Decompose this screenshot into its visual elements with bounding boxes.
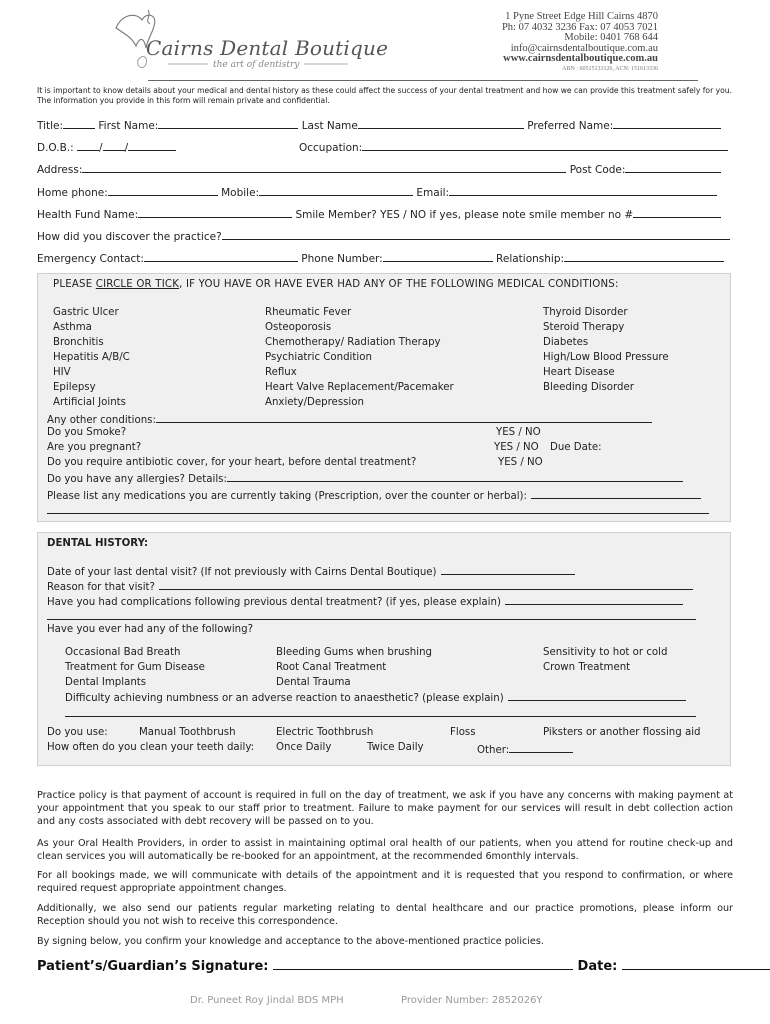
- practice-name: Cairns Dental Boutique: [146, 36, 389, 60]
- condition-item[interactable]: Chemotherapy/ Radiation Therapy: [265, 337, 441, 348]
- condition-item[interactable]: Reflux: [265, 367, 297, 378]
- smile-member-number-field[interactable]: [633, 207, 721, 218]
- title-field[interactable]: [63, 118, 95, 129]
- policy-rebooking: As your Oral Health Providers, in order to assist in maintaining optimal oral health of our patients, when you attend for routine check-up and clean services you will automatically be re-booked for an appointment, at the recommended 6monthly intervals.: [37, 838, 733, 862]
- occupation-label: Occupation:: [299, 142, 363, 154]
- clean-other-row: [477, 742, 573, 756]
- condition-item[interactable]: Osteoporosis: [265, 322, 332, 333]
- use-option-manual[interactable]: Manual Toothbrush: [139, 727, 236, 738]
- dental-item[interactable]: Root Canal Treatment: [276, 662, 387, 673]
- mobile-label: Mobile:: [221, 187, 260, 199]
- other-conditions-field[interactable]: [156, 412, 652, 423]
- smile-member-label: Smile Member?: [295, 209, 377, 221]
- condition-item[interactable]: Bleeding Disorder: [543, 382, 634, 393]
- practice-address: 1 Pyne Street Edge Hill Cairns 4870: [505, 11, 658, 22]
- footer-provider-number: Provider Number: 2852026Y: [401, 995, 543, 1006]
- allergies-field[interactable]: [227, 471, 683, 482]
- occupation-row: [299, 140, 728, 154]
- clean-other-field[interactable]: [509, 742, 573, 753]
- condition-item[interactable]: Thyroid Disorder: [543, 307, 628, 318]
- first-name-label: First Name:: [98, 120, 159, 132]
- title-label: Title:: [37, 120, 64, 132]
- medications-row-2: [47, 503, 709, 517]
- complications-field-2[interactable]: [47, 609, 696, 620]
- last-name-field[interactable]: [358, 118, 524, 129]
- condition-item[interactable]: Epilepsy: [53, 382, 96, 393]
- other-conditions-label: Any other conditions:: [47, 415, 156, 426]
- use-option-piksters[interactable]: Piksters or another flossing aid: [543, 727, 701, 738]
- dental-item[interactable]: Crown Treatment: [543, 662, 631, 673]
- address-field[interactable]: [82, 162, 566, 173]
- numbness-row-2: [65, 706, 696, 720]
- emergency-contact-field[interactable]: [144, 251, 298, 262]
- intro-line-2: The information you provide in this form will remain private and confidential.: [37, 96, 330, 105]
- discover-label: How did you discover the practice?: [37, 231, 222, 243]
- medications-label: Please list any medications you are currently taking (Prescription, over the counter or herbal):: [47, 491, 527, 502]
- due-date-label: Due Date:: [550, 442, 602, 453]
- medical-heading-prefix: PLEASE: [53, 279, 96, 290]
- relationship-label: Relationship:: [496, 253, 565, 265]
- practice-abn: ABN : 60515133126, ACN: 151613336: [562, 65, 658, 72]
- post-code-field[interactable]: [625, 162, 721, 173]
- occupation-field[interactable]: [362, 140, 728, 151]
- clean-option-twice[interactable]: Twice Daily: [367, 742, 424, 753]
- email-field[interactable]: [449, 185, 717, 196]
- antibiotic-yes-no[interactable]: YES / NO: [498, 457, 543, 468]
- dental-item[interactable]: Dental Implants: [65, 677, 147, 688]
- emergency-phone-field[interactable]: [383, 251, 493, 262]
- antibiotic-label: Do you require antibiotic cover, for your heart, before dental treatment?: [47, 457, 417, 468]
- clean-option-once[interactable]: Once Daily: [276, 742, 332, 753]
- smile-member-yes-no[interactable]: YES / NO: [380, 209, 427, 221]
- home-phone-label: Home phone:: [37, 187, 108, 199]
- date-field[interactable]: [622, 957, 770, 970]
- allergies-label: Do you have any allergies? Details:: [47, 474, 227, 485]
- numbness-row: [65, 690, 686, 704]
- complications-label: Have you had complications following previous dental treatment? (if yes, please explain): [47, 597, 501, 608]
- dental-item[interactable]: Sensitivity to hot or cold: [543, 647, 668, 658]
- pregnant-yes-no[interactable]: YES / NO: [494, 442, 539, 453]
- reason-field[interactable]: [159, 579, 693, 590]
- smoke-yes-no[interactable]: YES / NO: [496, 427, 541, 438]
- medical-col-3: [543, 305, 669, 395]
- address-label: Address:: [37, 164, 83, 176]
- condition-item[interactable]: Heart Valve Replacement/Pacemaker: [265, 382, 454, 393]
- reason-label: Reason for that visit?: [47, 582, 155, 593]
- discover-row: [37, 229, 730, 243]
- policy-marketing: Additionally, we also send our patients regular marketing relating to dental healthcare and our practice promotions, please inform our Reception should you not wish to receive this correspondence.: [37, 903, 733, 927]
- dob-year-field[interactable]: [128, 140, 176, 151]
- dental-col-3: [543, 645, 667, 675]
- contact-block: [502, 12, 658, 74]
- practice-mobile: Mobile: 0401 768 644: [564, 32, 658, 43]
- numbness-field-2[interactable]: [65, 706, 696, 717]
- phone-row: [37, 185, 717, 199]
- dob-month-field[interactable]: [103, 140, 125, 151]
- practice-tagline: the art of dentistry: [213, 60, 300, 70]
- emergency-row: [37, 251, 724, 265]
- policy-payment: Practice policy is that payment of account is required in full on the day of treatment, we ask if you have any concerns with making payment at your appointment that you speak to our staff prior to treatment. Failure to make payment for our services will result in debt collection action and any costs associated with debt recovery will be passed on to you.: [37, 790, 733, 827]
- policy-acceptance: By signing below, you confirm your knowledge and acceptance to the above-mentioned practice policies.: [37, 936, 544, 947]
- medications-row: [47, 488, 701, 502]
- pregnant-label: Are you pregnant?: [47, 442, 142, 453]
- preferred-name-field[interactable]: [613, 118, 721, 129]
- numbness-field[interactable]: [508, 690, 686, 701]
- ever-had-label: Have you ever had any of the following?: [47, 624, 253, 635]
- condition-item[interactable]: Hepatitis A/B/C: [53, 352, 130, 363]
- condition-item[interactable]: Psychiatric Condition: [265, 352, 372, 363]
- allergies-row: [47, 471, 683, 485]
- medications-field[interactable]: [531, 488, 701, 499]
- dob-day-field[interactable]: [77, 140, 99, 151]
- practice-email: info@cairnsdentalboutique.com.au: [510, 42, 658, 54]
- use-option-floss[interactable]: Floss: [450, 727, 476, 738]
- signature-field[interactable]: [273, 957, 573, 970]
- condition-item[interactable]: High/Low Blood Pressure: [543, 352, 669, 363]
- relationship-field[interactable]: [564, 251, 724, 262]
- health-fund-label: Health Fund Name:: [37, 209, 139, 221]
- emergency-phone-label: Phone Number:: [301, 253, 383, 265]
- mobile-field[interactable]: [259, 185, 413, 196]
- discover-field[interactable]: [222, 229, 730, 240]
- condition-item[interactable]: Gastric Ulcer: [53, 307, 119, 318]
- first-name-field[interactable]: [158, 118, 298, 129]
- condition-item[interactable]: Asthma: [53, 322, 92, 333]
- footer-dentist: Dr. Puneet Roy Jindal BDS MPH: [190, 995, 344, 1006]
- practice-website: www.cairnsdentalboutique.com.au: [503, 53, 658, 64]
- last-visit-field[interactable]: [441, 564, 575, 575]
- dental-item[interactable]: Dental Trauma: [276, 677, 351, 688]
- medical-col-1: [53, 305, 130, 410]
- smile-member-note: if yes, please note smile member no #: [429, 209, 634, 221]
- use-label: Do you use:: [47, 727, 108, 738]
- medical-heading: [53, 279, 619, 290]
- health-fund-field[interactable]: [138, 207, 292, 218]
- email-label: Email:: [416, 187, 450, 199]
- condition-item[interactable]: Diabetes: [543, 337, 589, 348]
- name-row: [37, 118, 721, 132]
- address-row: [37, 162, 721, 176]
- dental-col-2: [276, 645, 432, 690]
- policy-communication: For all bookings made, we will communicate with details of the appointment and it is requested that you respond to confirmation, or where required request appropriate appointment changes.: [37, 870, 733, 894]
- dental-heading: DENTAL HISTORY:: [47, 538, 149, 549]
- date-label: Date:: [577, 959, 618, 974]
- use-option-electric[interactable]: Electric Toothbrush: [276, 727, 374, 738]
- dental-item[interactable]: Occasional Bad Breath: [65, 647, 181, 658]
- other-conditions-row: [47, 412, 652, 426]
- header-divider: [148, 80, 698, 81]
- dental-col-1: [65, 645, 205, 690]
- last-visit-label: Date of your last dental visit? (If not previously with Cairns Dental Boutique): [47, 567, 437, 578]
- medical-heading-emphasis: CIRCLE OR TICK: [95, 279, 180, 290]
- numbness-label: Difficulty achieving numbness or an adverse reaction to anaesthetic? (please explain): [65, 693, 504, 704]
- complications-row-2: [47, 609, 696, 623]
- post-code-label: Post Code:: [569, 164, 626, 176]
- clean-label: How often do you clean your teeth daily:: [47, 742, 255, 753]
- last-visit-row: [47, 564, 575, 578]
- complications-row: [47, 594, 683, 608]
- intro-line-1: It is important to know details about your medical and dental history as these could affect the success of your dental treatment and how we can provide this treatment safely for you.: [37, 86, 732, 95]
- health-fund-row: [37, 207, 721, 221]
- medical-heading-suffix: , IF YOU HAVE OR HAVE EVER HAD ANY OF THE FOLLOWING MEDICAL CONDITIONS:: [179, 279, 619, 290]
- medical-col-2: [265, 305, 454, 410]
- complications-field[interactable]: [505, 594, 683, 605]
- condition-item[interactable]: Bronchitis: [53, 337, 104, 348]
- intro-text: [37, 86, 732, 106]
- last-name-label: Last Name: [301, 120, 358, 132]
- condition-item[interactable]: Rheumatic Fever: [265, 307, 352, 318]
- condition-item[interactable]: Anxiety/Depression: [265, 397, 364, 408]
- reason-row: [47, 579, 693, 593]
- condition-item[interactable]: Steroid Therapy: [543, 322, 625, 333]
- condition-item[interactable]: HIV: [53, 367, 71, 378]
- smoke-label: Do you Smoke?: [47, 427, 127, 438]
- home-phone-field[interactable]: [108, 185, 218, 196]
- condition-item[interactable]: Artificial Joints: [53, 397, 126, 408]
- dental-item[interactable]: Treatment for Gum Disease: [65, 662, 205, 673]
- dob-row: D.O.B.: / /: [37, 140, 176, 154]
- signature-label: Patient’s/Guardian’s Signature:: [37, 959, 269, 974]
- condition-item[interactable]: Heart Disease: [543, 367, 615, 378]
- medications-field-2[interactable]: [47, 503, 709, 514]
- clean-other-label: Other:: [477, 745, 510, 756]
- dob-label: D.O.B.:: [37, 142, 74, 154]
- practice-phone-fax: Ph: 07 4032 3236 Fax: 07 4053 7021: [501, 21, 658, 33]
- dental-item[interactable]: Bleeding Gums when brushing: [276, 647, 433, 658]
- signature-row: [37, 957, 770, 974]
- emergency-contact-label: Emergency Contact:: [37, 253, 144, 265]
- preferred-name-label: Preferred Name:: [527, 120, 614, 132]
